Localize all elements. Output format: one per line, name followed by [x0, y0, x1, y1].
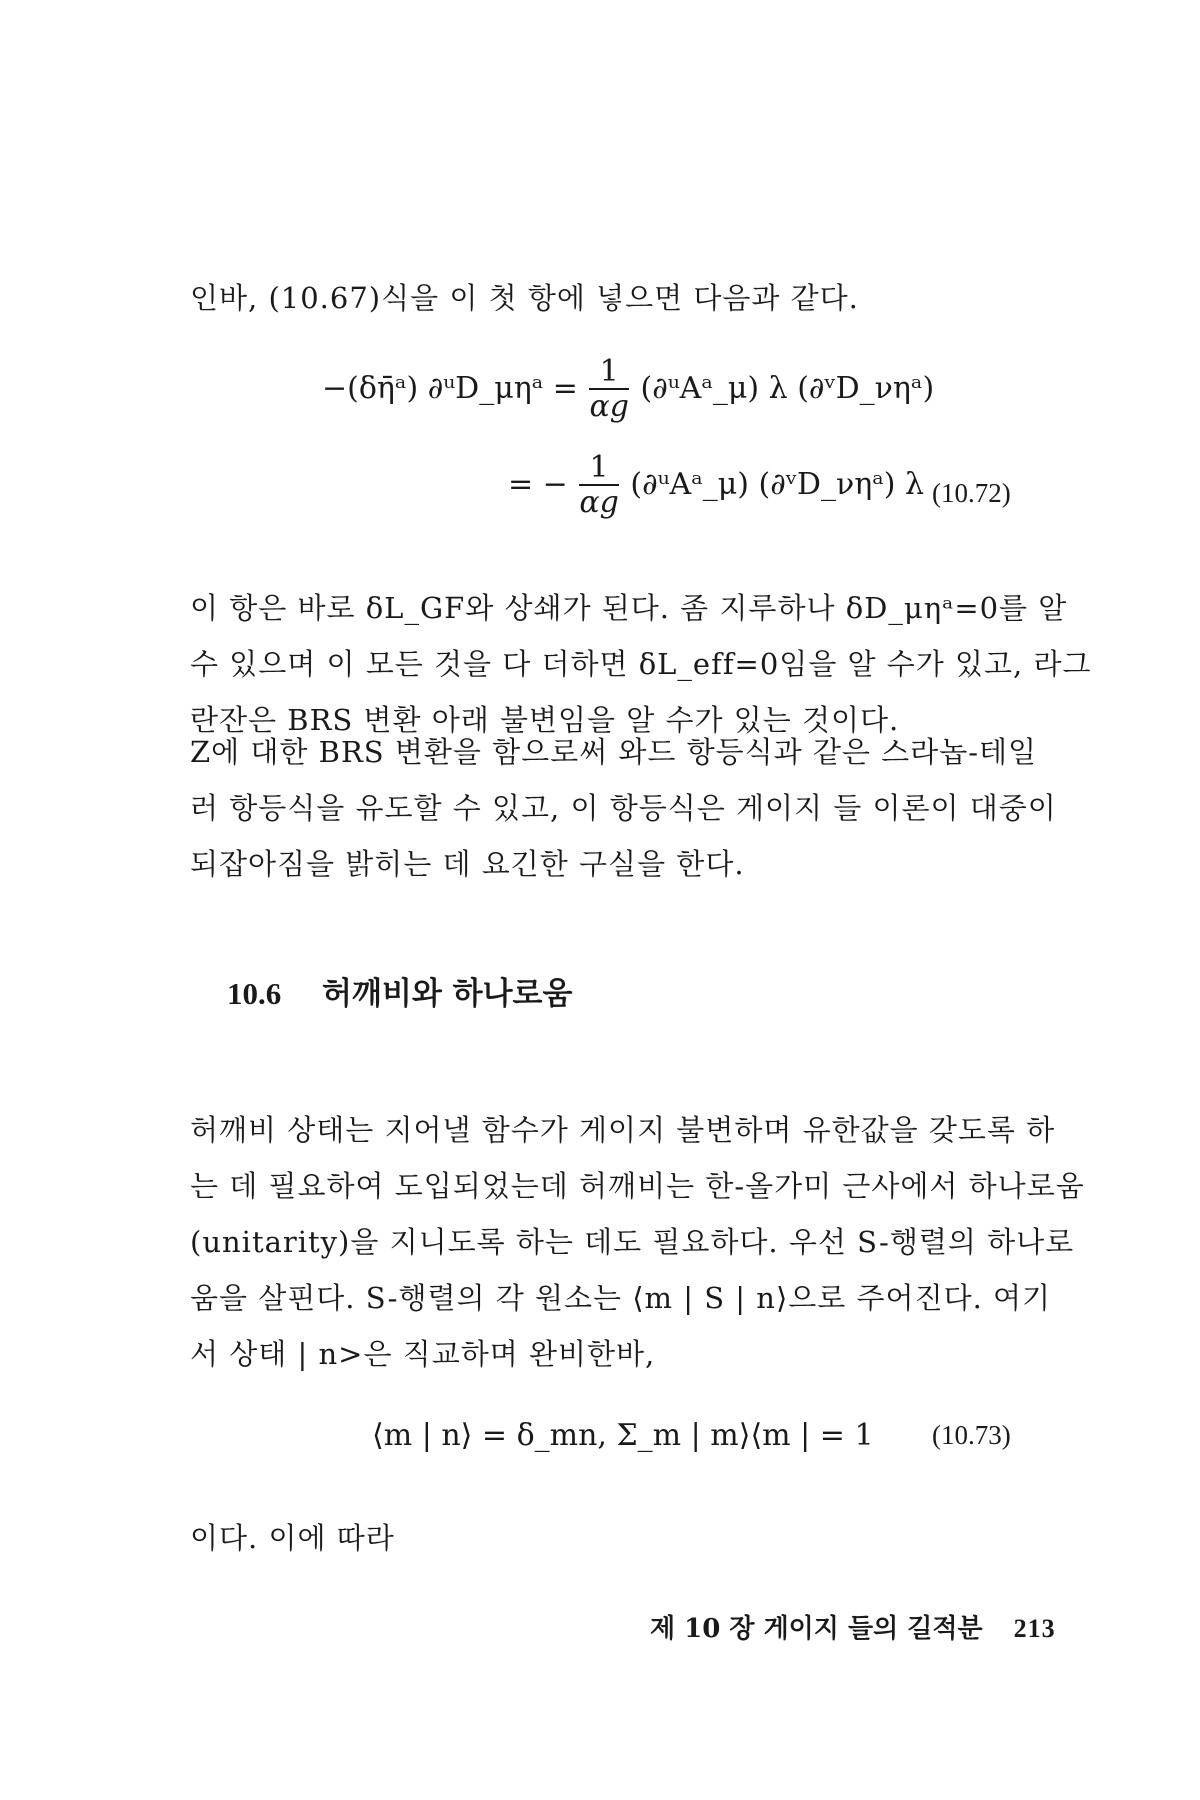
eq1-fraction [589, 356, 628, 424]
equation-number-10-72: (10.72) [932, 478, 1011, 508]
section-heading [227, 968, 572, 1013]
eq1-frac-den: αg [589, 389, 629, 424]
eq2-lhs: = − [508, 467, 568, 502]
paragraph-brs-invariance [190, 580, 1092, 748]
text-line: 허깨비 상태는 지어낼 함수가 게이지 불변하며 유한값을 갖도록 하 [190, 1113, 1056, 1147]
equation-10-72-line-2 [508, 452, 924, 520]
section-title: 허깨비와 하나로움 [322, 976, 573, 1012]
eq1-frac-num: 1 [589, 356, 628, 390]
paragraph-ghost-unitarity [190, 1102, 1085, 1382]
chapter-title: 제 10 장 게이지 들의 길적분 [650, 1614, 983, 1644]
paragraph-slavnov-taylor [190, 724, 1057, 892]
text-line: 서 상태 | n>은 직교하며 완비한바, [190, 1337, 656, 1371]
eq2-rhs: (∂ᵘAᵃ_μ) (∂ᵛD_νηᵃ) λ [630, 467, 925, 502]
text-line: (unitarity)을 지니도록 하는 데도 필요하다. 우선 S-행렬의 하나로 [190, 1225, 1075, 1259]
text-line: 움을 살핀다. S-행렬의 각 원소는 ⟨m | S | n⟩으로 주어진다. 여기 [190, 1281, 1052, 1315]
intro-paragraph [190, 270, 1035, 326]
eq1-lhs: −(δη̄ᵃ) ∂ᵘD_μηᵃ = [322, 371, 578, 406]
intro-line: 인바, (10.67)식을 이 첫 항에 넣으면 다음과 같다. [190, 281, 859, 315]
text-line: 는 데 필요하여 도입되었는데 허깨비는 한-올가미 근사에서 하나로움 [190, 1169, 1085, 1203]
equation-10-72-line-1 [322, 356, 934, 424]
page-footer [650, 1608, 1056, 1645]
text-line: 되잡아짐을 밝히는 데 요긴한 구실을 한다. [190, 847, 745, 881]
text-line: 러 항등식을 유도할 수 있고, 이 항등식은 게이지 들 이론이 대중이 [190, 791, 1057, 825]
equation-number-10-73: (10.73) [932, 1420, 1011, 1450]
text-line: Z에 대한 BRS 변환을 함으로써 와드 항등식과 같은 스라놉-테일 [190, 735, 1038, 769]
text-line: 이 항은 바로 δL_GF와 상쇄가 된다. 좀 지루하나 δD_μηᵃ=0를 알 [190, 591, 1068, 625]
equation-10-73: ⟨m | n⟩ = δ_mn, Σ_m | m⟩⟨m | = 1 [372, 1418, 874, 1453]
eq1-rhs: (∂ᵘAᵃ_μ) λ (∂ᵛD_νηᵃ) [640, 371, 935, 406]
eq2-fraction [579, 452, 618, 520]
page-number: 213 [1013, 1614, 1056, 1643]
eq2-frac-num: 1 [579, 452, 618, 486]
section-number: 10.6 [227, 976, 282, 1011]
closing-line: 이다. 이에 따라 [190, 1521, 395, 1555]
text-line: 수 있으며 이 모든 것을 다 더하면 δL_eff=0임을 알 수가 있고, 라그 [190, 647, 1092, 681]
eq2-frac-den: αg [579, 485, 619, 520]
closing-paragraph [190, 1510, 1035, 1566]
text-line: 란잔은 BRS 변환 아래 불변임을 알 수가 있는 것이다. [190, 703, 900, 737]
